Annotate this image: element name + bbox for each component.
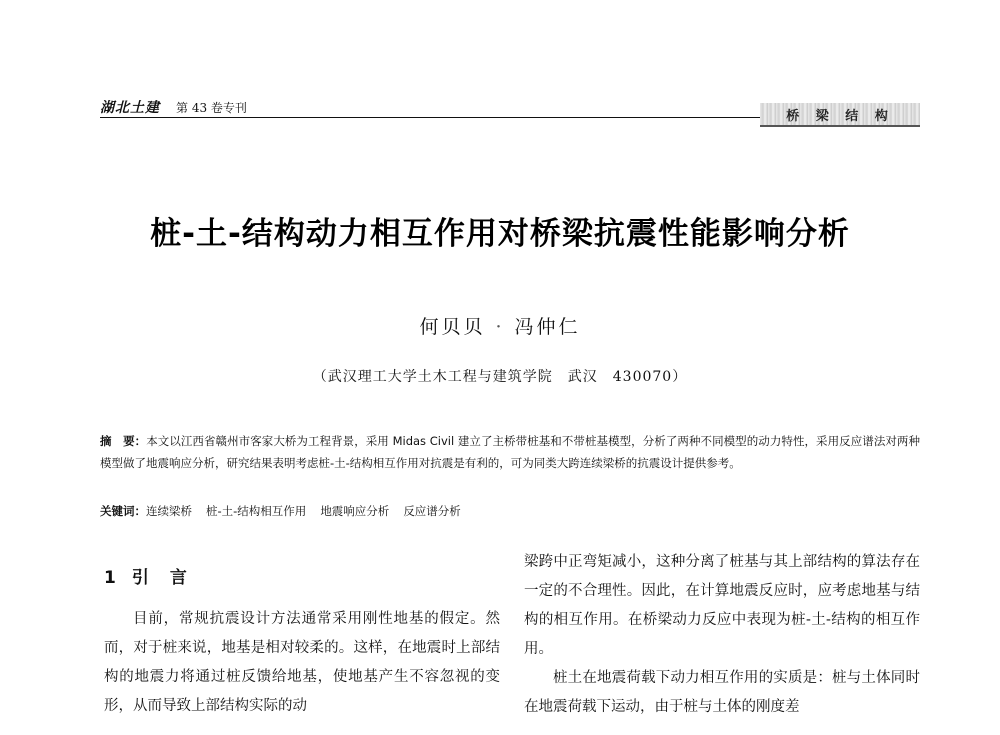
section-number: 1 xyxy=(104,568,118,588)
abstract-text: 本文以江西省赣州市客家大桥为工程背景，采用 Midas Civil 建立了主桥带桩基和不带桩基模型，分析了两种不同模型的动力特性，采用反应谱法对两种模型做了地震响应分析，研究结果表明考虑桩-土-结构相互作用对抗震是有利的，可为同类大跨连续梁桥的抗震设计提供参考。 xyxy=(100,434,920,470)
author-1: 何贝贝 xyxy=(419,316,486,338)
body-column-right xyxy=(524,548,920,722)
authors xyxy=(0,312,1000,339)
paper-title: 桩-土-结构动力相互作用对桥梁抗震性能影响分析 xyxy=(150,216,850,252)
keyword-3: 地震响应分析 xyxy=(320,504,390,518)
section-tag: 桥 梁 结 构 xyxy=(760,103,920,127)
affiliation: （武汉理工大学土木工程与建筑学院 武汉 430070） xyxy=(312,369,688,385)
keyword-2: 桩-土-结构相互作用 xyxy=(206,504,307,518)
abstract-label: 摘 要： xyxy=(100,434,147,448)
volume-label: 第 43 卷专刊 xyxy=(176,101,247,115)
abstract xyxy=(100,430,920,474)
body-paragraph-continued: 梁跨中正弯矩减小，这种分离了桩基与其上部结构的算法存在一定的不合理性。因此，在计算地震反应时，应考虑地基与结构的相互作用。在桥梁动力反应中表现为桩-土-结构的相互作用。 xyxy=(524,554,920,657)
body-column-left xyxy=(104,548,500,721)
keyword-1: 连续梁桥 xyxy=(146,504,192,518)
author-separator: · xyxy=(495,316,505,338)
keyword-4: 反应谱分析 xyxy=(403,504,461,518)
header-rule xyxy=(100,117,760,118)
section-title: 引 言 xyxy=(131,568,189,588)
section-heading xyxy=(104,564,500,593)
running-header xyxy=(100,95,920,125)
body-paragraph: 目前，常规抗震设计方法通常采用刚性地基的假定。然而，对于桩来说，地基是相对较柔的。这样，在地震时上部结构的地震力将通过桩反馈给地基，使地基产生不容忽视的变形，从而导致上部结构实际的动 xyxy=(104,611,500,714)
body-paragraph: 桩土在地震荷载下动力相互作用的实质是：桩与土体同时在地震荷载下运动，由于桩与土体的刚度差 xyxy=(524,670,920,715)
author-2: 冯仲仁 xyxy=(514,316,581,338)
journal-name: 湖北土建 xyxy=(100,100,160,116)
keywords xyxy=(100,503,920,519)
keywords-label: 关键词： xyxy=(100,504,146,518)
